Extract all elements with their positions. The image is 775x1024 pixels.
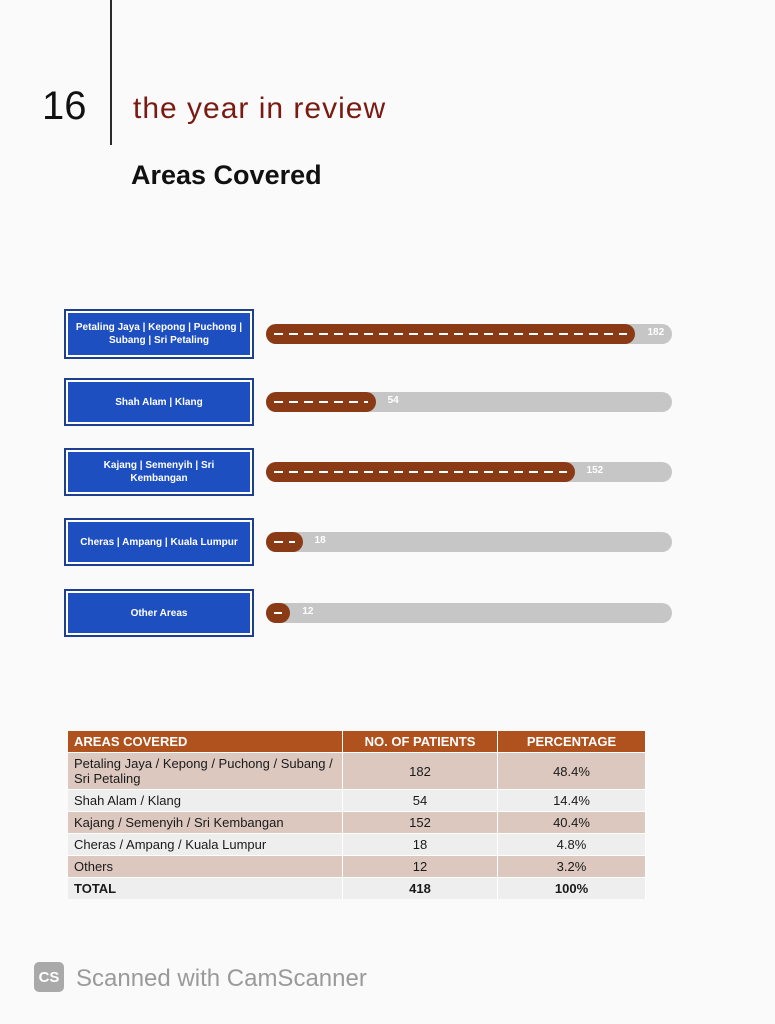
cell-total-patients: 418	[343, 878, 498, 900]
bar-track	[266, 603, 672, 623]
bar	[266, 532, 303, 552]
cell-area: Petaling Jaya / Kepong / Puchong / Subang / Sri Petaling	[68, 753, 343, 790]
col-header-patients: NO. OF PATIENTS	[343, 731, 498, 753]
table-row	[68, 856, 646, 878]
cell-patients: 54	[343, 790, 498, 812]
cell-area: Others	[68, 856, 343, 878]
cell-patients: 12	[343, 856, 498, 878]
cell-total-percentage: 100%	[498, 878, 646, 900]
bar	[266, 462, 575, 482]
cell-percentage: 3.2%	[498, 856, 646, 878]
bar-value-label: 54	[387, 395, 399, 406]
cell-area: Kajang / Semenyih / Sri Kembangan	[68, 812, 343, 834]
bar	[266, 603, 290, 623]
bar-track	[266, 462, 672, 482]
table-total-row	[68, 878, 646, 900]
vertical-divider	[110, 0, 112, 145]
table-row	[68, 812, 646, 834]
bar-value-label: 18	[314, 535, 326, 546]
bar-category-label: Petaling Jaya | Kepong | Puchong | Subang | Sri Petaling	[66, 311, 252, 357]
bar-track	[266, 532, 672, 552]
bar-category-label: Kajang | Semenyih | Sri Kembangan	[66, 450, 252, 494]
cell-total-label: TOTAL	[68, 878, 343, 900]
page-number: 16	[42, 84, 87, 128]
cell-percentage: 40.4%	[498, 812, 646, 834]
bar-category-label: Shah Alam | Klang	[66, 380, 252, 424]
col-header-percentage: PERCENTAGE	[498, 731, 646, 753]
bar-value-label: 12	[302, 606, 314, 617]
cell-patients: 152	[343, 812, 498, 834]
table-header-row	[68, 731, 646, 753]
table-row	[68, 790, 646, 812]
page-header: the year in review	[133, 92, 387, 125]
bar	[266, 324, 635, 344]
section-title: Areas Covered	[131, 160, 322, 190]
cell-patients: 18	[343, 834, 498, 856]
footer-text: Scanned with CamScanner	[76, 965, 367, 992]
camscanner-logo: CS	[34, 962, 64, 992]
table-row	[68, 834, 646, 856]
cell-area: Cheras / Ampang / Kuala Lumpur	[68, 834, 343, 856]
table-row	[68, 753, 646, 790]
bar-category-label: Other Areas	[66, 591, 252, 635]
cell-area: Shah Alam / Klang	[68, 790, 343, 812]
cell-percentage: 4.8%	[498, 834, 646, 856]
bar-value-label: 152	[586, 465, 604, 476]
bar-category-label: Cheras | Ampang | Kuala Lumpur	[66, 520, 252, 564]
summary-table	[68, 731, 646, 899]
cell-percentage: 14.4%	[498, 790, 646, 812]
col-header-areas: AREAS COVERED	[68, 731, 343, 753]
bar	[266, 392, 376, 412]
bar-track	[266, 324, 672, 344]
cell-percentage: 48.4%	[498, 753, 646, 790]
bar-track	[266, 392, 672, 412]
bar-value-label: 182	[647, 327, 665, 338]
cell-patients: 182	[343, 753, 498, 790]
